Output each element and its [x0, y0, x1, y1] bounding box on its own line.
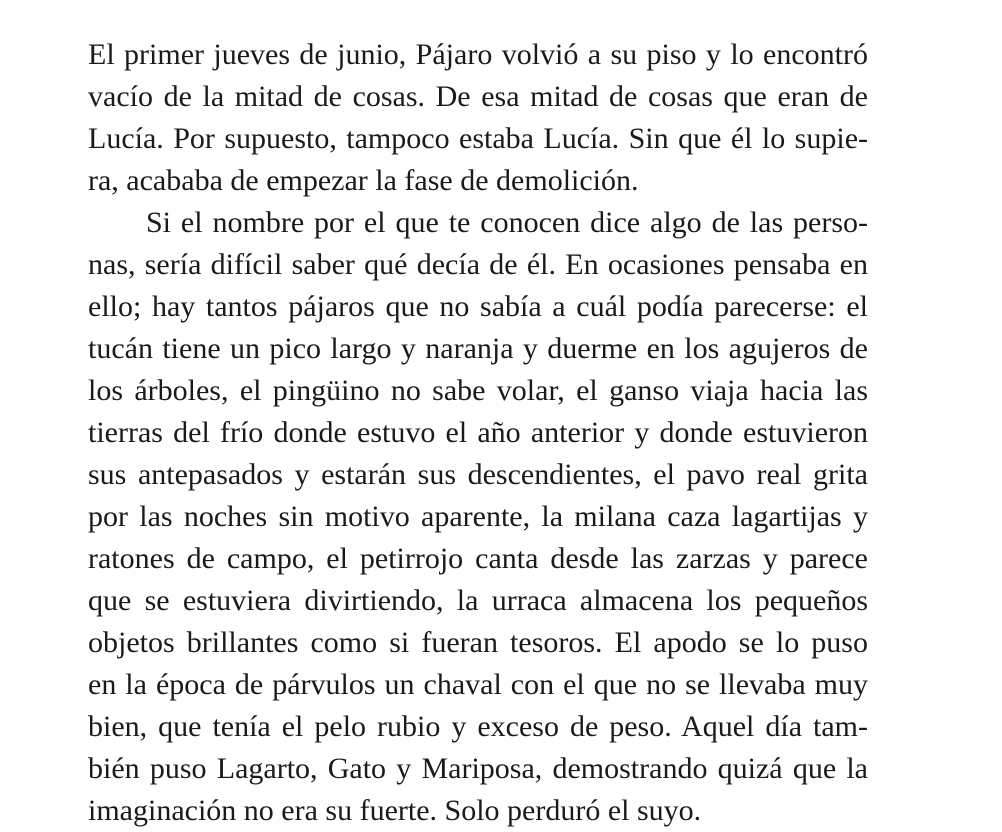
text-line: tierras del frío donde estuvo el año anterior y donde estuvieron	[88, 416, 868, 449]
text-line: los árboles, el pingüino no sabe volar, el ganso viaja hacia las	[88, 374, 868, 407]
text-line: bien, que tenía el pelo rubio y exceso de peso. Aquel día tam-	[88, 710, 868, 743]
text-line: sus antepasados y estarán sus descendientes, el pavo real grita	[88, 458, 868, 491]
text-line: imaginación no era su fuerte. Solo perduró el suyo.	[88, 794, 702, 827]
text-line: que se estuviera divirtiendo, la urraca almacena los pequeños	[88, 584, 868, 617]
text-line: vacío de la mitad de cosas. De esa mitad de cosas que eran de	[88, 80, 868, 113]
text-line: nas, sería difícil saber qué decía de él. En ocasiones pensaba en	[88, 248, 868, 281]
text-line: ratones de campo, el petirrojo canta desde las zarzas y parece	[88, 542, 868, 575]
text-line: El primer jueves de junio, Pájaro volvió a su piso y lo encontró	[88, 38, 868, 71]
text-line: en la época de párvulos un chaval con el que no se llevaba muy	[88, 668, 868, 701]
text-line: Si el nombre por el que te conocen dice algo de las perso-	[146, 206, 868, 239]
text-line: objetos brillantes como si fueran tesoros. El apodo se lo puso	[88, 626, 868, 659]
text-line: bién puso Lagarto, Gato y Mariposa, demostrando quizá que la	[88, 752, 868, 785]
text-line: ello; hay tantos pájaros que no sabía a cuál podía parecerse: el	[88, 290, 868, 323]
text-line: por las noches sin motivo aparente, la milana caza lagartijas y	[88, 500, 868, 533]
text-line: tucán tiene un pico largo y naranja y duerme en los agujeros de	[88, 332, 868, 365]
text-line: ra, acababa de empezar la fase de demolición.	[88, 164, 639, 197]
paragraph-2	[88, 202, 868, 832]
book-page-text	[88, 34, 868, 832]
paragraph-1	[88, 34, 868, 202]
text-line: Lucía. Por supuesto, tampoco estaba Lucía. Sin que él lo supie-	[88, 122, 868, 155]
